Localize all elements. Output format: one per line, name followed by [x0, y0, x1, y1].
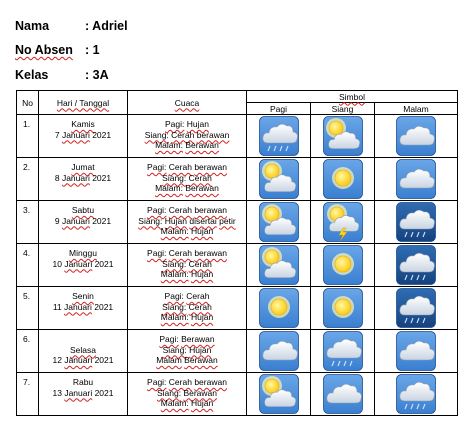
row-weather-cell	[128, 287, 247, 330]
absen-label: No Absen	[15, 43, 73, 57]
row-date-cell	[39, 330, 128, 373]
row-day: Jumat	[71, 162, 95, 172]
table-row	[17, 244, 458, 287]
row-date: 9 Januari 2021	[54, 215, 112, 226]
table-row	[17, 330, 458, 373]
row-day: Minggu	[69, 248, 97, 258]
col-siang-header: Siang	[311, 103, 375, 115]
symbol-malam	[375, 373, 458, 416]
row-weather-cell	[128, 158, 247, 201]
symbol-pagi	[247, 244, 311, 287]
weather-malam: Malam: Hujan	[160, 312, 214, 322]
col-malam-header: Malam	[375, 103, 458, 115]
row-weather-cell	[128, 201, 247, 244]
col-simbol-header: Simbol	[247, 91, 458, 103]
cloud-icon	[396, 159, 436, 199]
rain-cloud-icon	[396, 202, 436, 242]
sun-icon	[323, 245, 363, 285]
kelas-label: Kelas	[15, 68, 49, 82]
row-day: Kamis	[71, 119, 95, 129]
weather-siang: Siang: Cerah	[162, 258, 212, 269]
row-date-cell	[39, 115, 128, 158]
row-day: Rabu	[72, 377, 94, 387]
symbol-malam	[375, 244, 458, 287]
nama-label: Nama	[15, 19, 50, 33]
symbol-malam	[375, 287, 458, 330]
weather-pagi: Pagi: Cerah berawan	[147, 162, 227, 172]
cloud-icon	[396, 116, 436, 156]
row-date: 12 Januari 2021	[52, 355, 114, 365]
symbol-pagi	[247, 201, 311, 244]
weather-siang: Siang: Berawan	[156, 387, 218, 398]
row-number: 7.	[17, 373, 39, 416]
row-date: 8 Januari 2021	[54, 172, 112, 183]
row-number: 2.	[17, 158, 39, 201]
sun-icon	[259, 288, 299, 328]
cloud-icon	[259, 331, 299, 371]
symbol-pagi	[247, 373, 311, 416]
nama-line	[15, 19, 128, 33]
col-pagi-header: Pagi	[247, 103, 311, 115]
weather-pagi: Pagi: Berawan	[159, 334, 215, 344]
row-day: Selasa	[70, 344, 96, 355]
symbol-pagi	[247, 158, 311, 201]
cloud-icon	[396, 331, 436, 371]
sun-cloud-icon	[259, 374, 299, 414]
row-date-cell	[39, 244, 128, 287]
sun-cloud-icon	[259, 245, 299, 285]
weather-pagi: Pagi: Cerah berawan	[147, 377, 227, 387]
symbol-malam	[375, 158, 458, 201]
row-date: 11 Januari 2021	[52, 301, 114, 312]
row-date-cell	[39, 373, 128, 416]
symbol-siang	[311, 287, 375, 330]
row-date-cell	[39, 158, 128, 201]
symbol-siang	[311, 373, 375, 416]
rain-cloud-icon	[323, 331, 363, 371]
rain-cloud-icon	[259, 116, 299, 156]
absen-line	[15, 43, 100, 57]
weather-malam: Malam: Hujan	[160, 398, 214, 408]
table-row	[17, 373, 458, 416]
row-number: 6.	[17, 330, 39, 373]
row-weather-cell	[128, 373, 247, 416]
col-hari-header: Hari / Tanggal	[39, 91, 128, 115]
weather-table	[16, 90, 458, 416]
row-number: 4.	[17, 244, 39, 287]
row-weather-cell	[128, 244, 247, 287]
row-number: 1.	[17, 115, 39, 158]
table-row	[17, 201, 458, 244]
thunderstorm-icon	[323, 202, 363, 242]
weather-pagi: Pagi: Hujan	[165, 119, 209, 129]
symbol-malam	[375, 115, 458, 158]
weather-siang: Siang: Hujan disertai petir	[138, 215, 236, 226]
sun-cloud-icon	[259, 202, 299, 242]
rain-cloud-icon	[396, 288, 436, 328]
row-number: 3.	[17, 201, 39, 244]
row-date: 10 Januari 2021	[52, 258, 114, 269]
row-date: 7 Januari 2021	[54, 129, 112, 140]
sun-icon	[323, 159, 363, 199]
symbol-siang	[311, 201, 375, 244]
nama-value: : Adriel	[85, 19, 128, 33]
col-cuaca-header: Cuaca	[128, 91, 247, 115]
row-date: 13 Januari 2021	[52, 387, 114, 398]
row-weather-cell	[128, 330, 247, 373]
weather-siang: Siang: Cerah berawan	[144, 129, 230, 140]
symbol-malam	[375, 201, 458, 244]
row-date-cell	[39, 201, 128, 244]
row-day: Senin	[72, 291, 94, 301]
table-row	[17, 287, 458, 330]
weather-siang: Siang: Cerah	[162, 172, 212, 183]
weather-malam: Malam: Berawan	[155, 183, 219, 193]
symbol-pagi	[247, 287, 311, 330]
weather-malam: Malam Berawan	[156, 355, 218, 365]
row-number: 5.	[17, 287, 39, 330]
symbol-pagi	[247, 330, 311, 373]
symbol-siang	[311, 158, 375, 201]
weather-pagi: Pagi: Cerah	[164, 291, 210, 301]
sun-icon	[323, 288, 363, 328]
symbol-pagi	[247, 115, 311, 158]
weather-malam: Malam: Hujan	[160, 269, 214, 279]
kelas-line	[15, 68, 109, 82]
sun-cloud-icon	[259, 159, 299, 199]
table-row	[17, 158, 458, 201]
col-no-header: No	[17, 91, 39, 115]
symbol-siang	[311, 244, 375, 287]
row-weather-cell	[128, 115, 247, 158]
sun-cloud-icon	[323, 116, 363, 156]
cloud-icon	[323, 374, 363, 414]
absen-value: : 1	[85, 43, 100, 57]
symbol-malam	[375, 330, 458, 373]
weather-malam: Malam: Berawan	[155, 140, 219, 150]
row-day: Sabtu	[71, 205, 95, 215]
rain-cloud-icon	[396, 245, 436, 285]
weather-pagi: Pagi: Cerah berawan	[147, 248, 227, 258]
kelas-value: : 3A	[85, 68, 109, 82]
rain-cloud-icon	[396, 374, 436, 414]
weather-siang: Siang: Cerah	[162, 301, 212, 312]
weather-pagi: Pagi: Cerah berawan	[147, 205, 227, 215]
symbol-siang	[311, 330, 375, 373]
row-date-cell	[39, 287, 128, 330]
weather-malam: Malam: Hujan	[160, 226, 214, 236]
table-row	[17, 115, 458, 158]
weather-siang: Siang: Hujan	[162, 344, 212, 355]
symbol-siang	[311, 115, 375, 158]
